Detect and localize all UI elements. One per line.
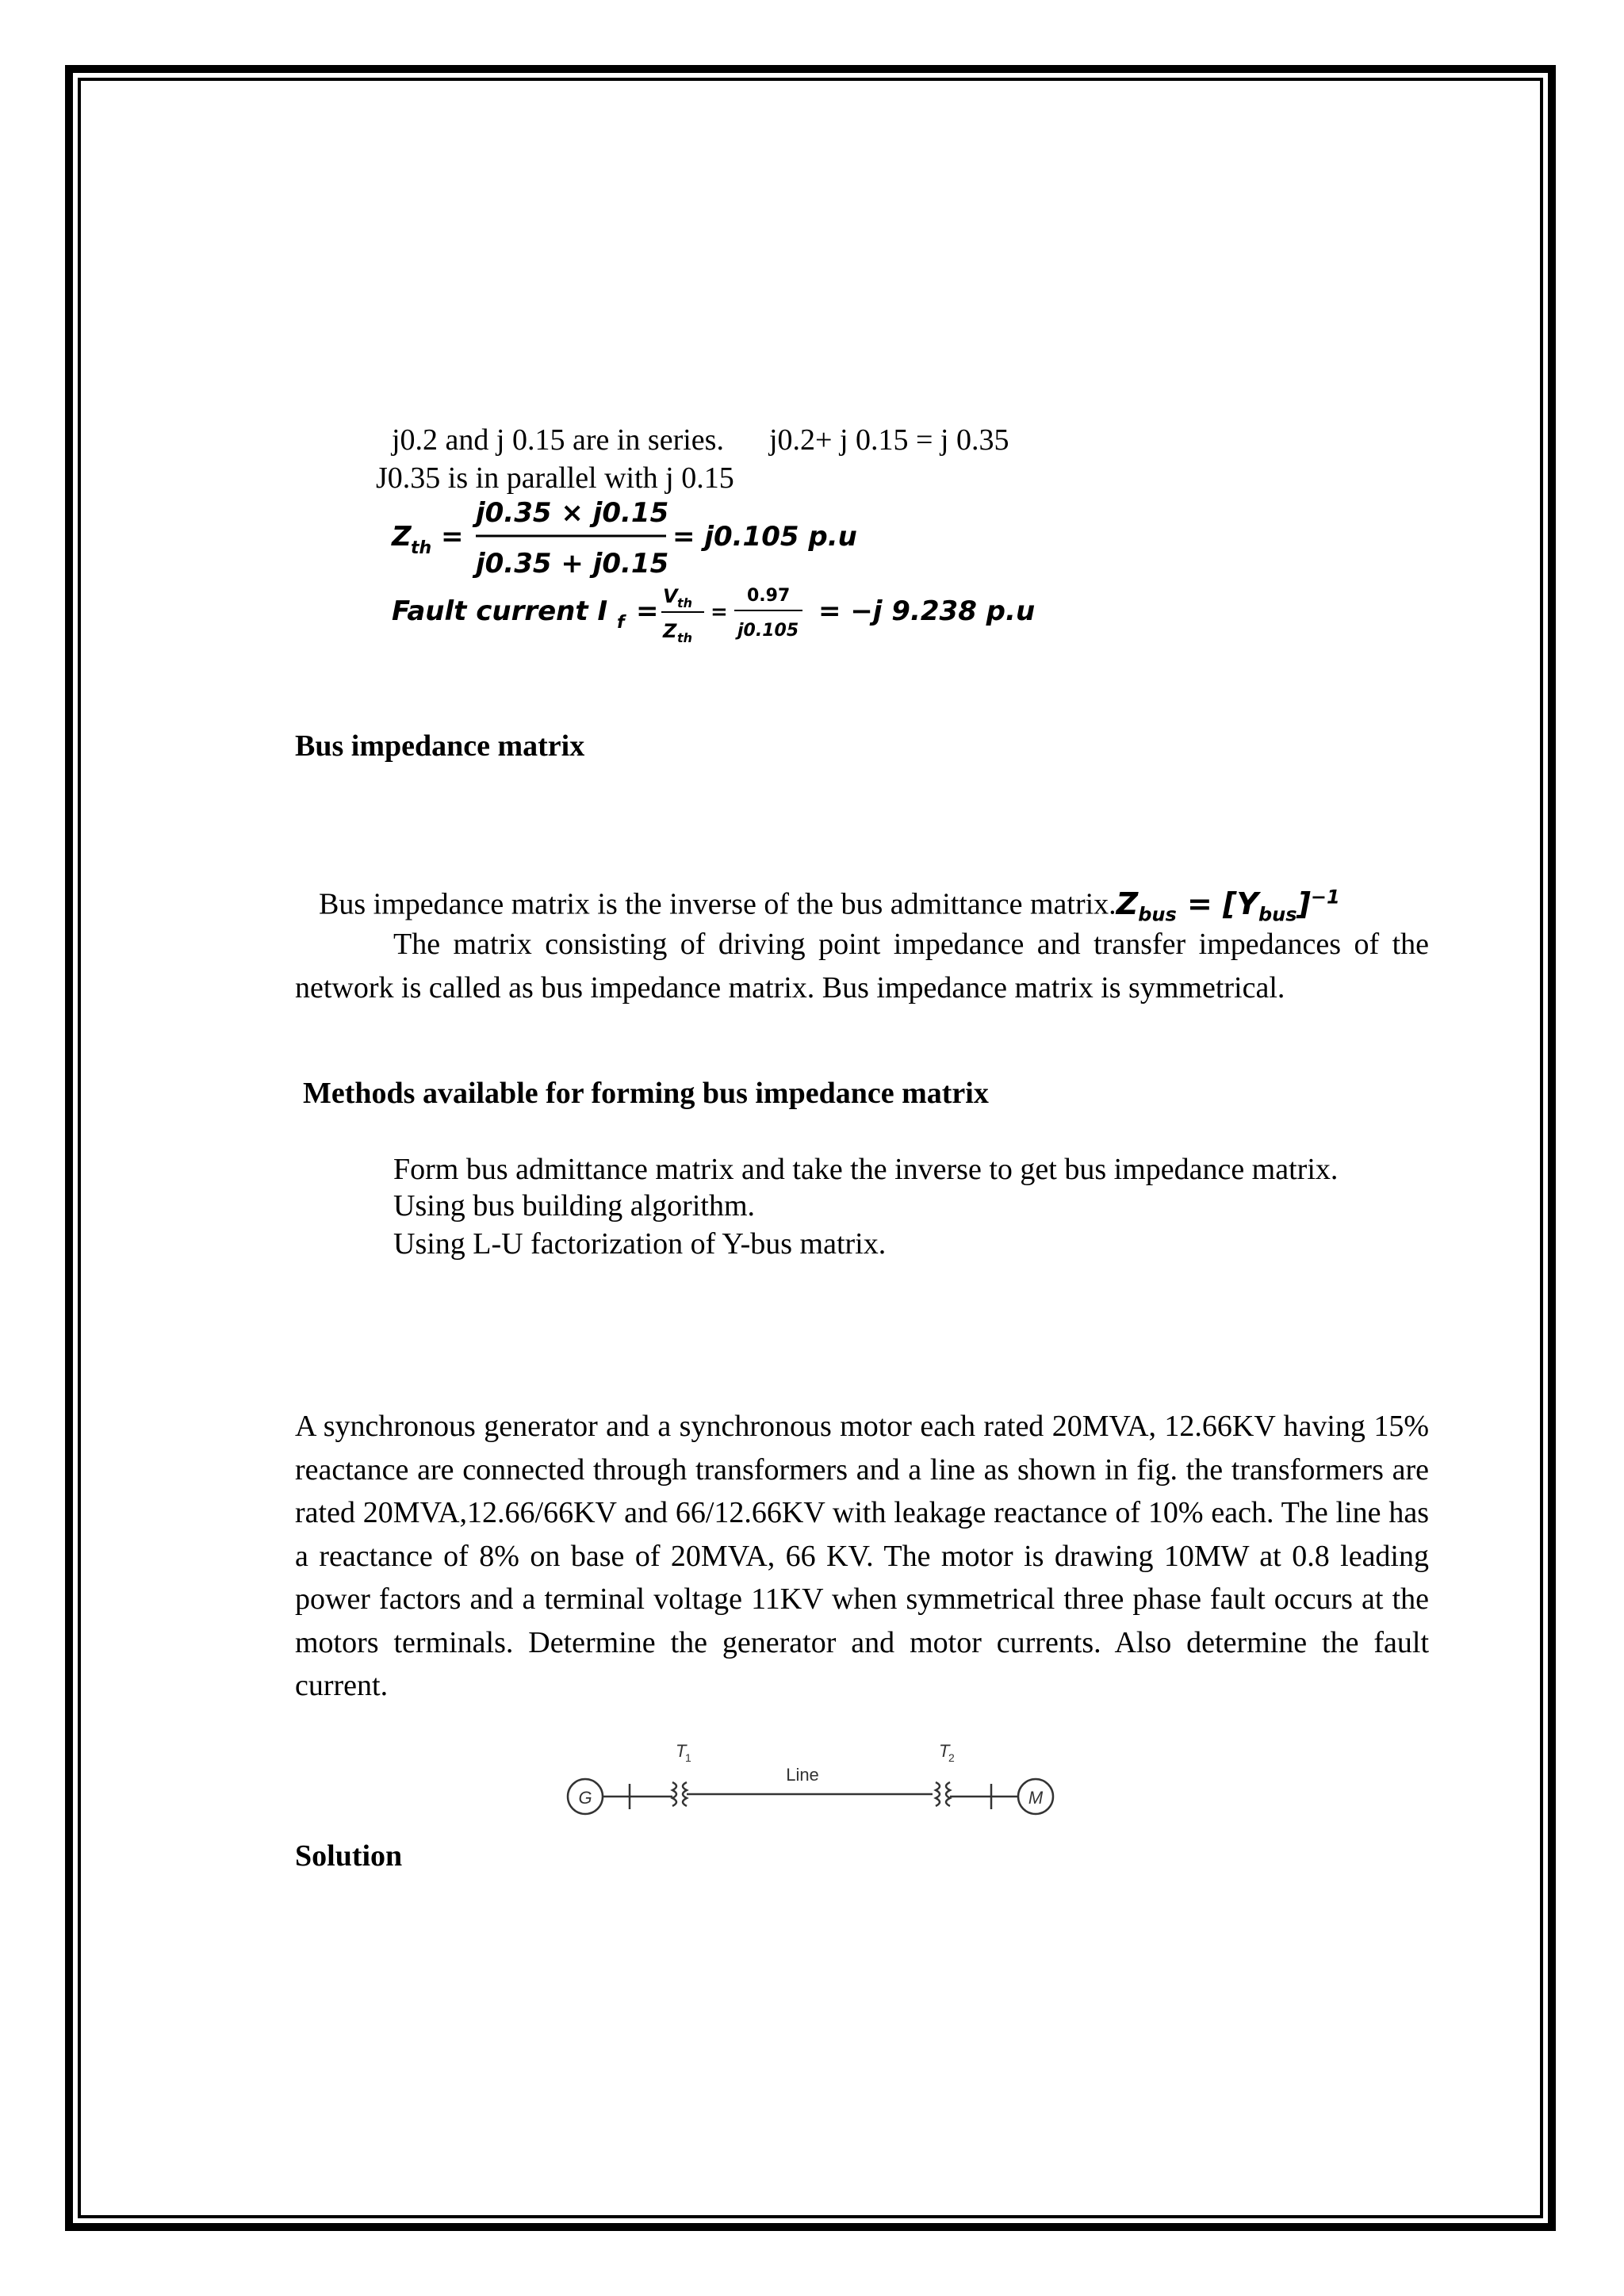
t1-secondary-coil: [683, 1782, 687, 1806]
zbus-formula: $Z_{bus} = [Y_{bus}]^{-1}$: [1116, 886, 1340, 926]
t2-subscript: 2: [948, 1751, 955, 1764]
series-sum: j0.2+ j 0.15 = j 0.35: [768, 423, 1009, 457]
series-text: j0.2 and j 0.15 are in series.: [392, 423, 724, 457]
t1-label: T: [676, 1741, 687, 1761]
problem-statement: A synchronous generator and a synchronous motor each rated 20MVA, 12.66KV having 15% reactance are connected through transformers and a line as shown in fig. the transformers are rated 20MVA,12.66/66KV and 66/12.66KV with leakage reactance of 10% each. The line has a reactance of 8% on base of 20MVA, 66 KV. The motor is drawing 10MW at 0.8 leading power factors and a terminal voltage 11KV when symmetrical three phase fault occurs at the motors terminals. Determine the generator and motor currents. Also determine the fault current.: [295, 1410, 1429, 1702]
para-inverse-text: Bus impedance matrix is the inverse of the bus admittance matrix.: [319, 887, 1116, 921]
vth-numerator: V: [663, 585, 678, 607]
vth-numerator-sub: th: [677, 595, 693, 610]
single-line-diagram: [560, 1733, 1083, 1828]
fault-label: Fault current I: [392, 595, 608, 627]
fault-equals-1: =: [636, 595, 659, 627]
line-label: Line: [786, 1765, 819, 1785]
zth-numerator: j0.35 × j0.15: [476, 497, 669, 529]
zth-denominator: j0.35 + j0.15: [476, 548, 669, 580]
t2-primary-coil: [936, 1782, 940, 1806]
method-item-2: Using bus building algorithm.: [393, 1189, 755, 1223]
heading-bus-impedance: Bus impedance matrix: [295, 729, 585, 763]
heading-solution: Solution: [295, 1839, 403, 1873]
t2-secondary-coil: [946, 1782, 950, 1806]
generator-label: G: [578, 1788, 592, 1808]
zth-subscript: th: [411, 538, 432, 558]
method-item-3: Using L-U factorization of Y-bus matrix.: [393, 1227, 887, 1261]
fault-result: = −j 9.238 p.u: [818, 595, 1036, 627]
t1-subscript: 1: [685, 1751, 691, 1764]
vth-denominator: Z: [663, 620, 677, 642]
t1-primary-coil: [672, 1782, 676, 1806]
motor-label: M: [1028, 1788, 1044, 1808]
value-denominator: j0.105: [737, 621, 799, 641]
page-border-inner: [78, 78, 1543, 2218]
fault-current-equation: [389, 579, 1102, 650]
para-definition: The matrix consisting of driving point impedance and transfer impedances of the network is called as bus impedance matrix. Bus impedance matrix is symmetrical.: [295, 928, 1429, 1004]
t2-label: T: [939, 1741, 950, 1761]
value-numerator: 0.97: [747, 586, 791, 606]
calc-line-1: [392, 422, 1009, 458]
zth-result: = j0.105 p.u: [672, 521, 857, 553]
fault-subscript: f: [617, 613, 625, 633]
zth-equals: =: [441, 521, 464, 553]
fault-equals-2: =: [710, 600, 728, 624]
heading-methods: Methods available for forming bus impedance matrix: [303, 1077, 989, 1110]
zth-symbol: Z: [392, 521, 412, 553]
method-item-1: Form bus admittance matrix and take the inverse to get bus impedance matrix.: [393, 1153, 1339, 1186]
vth-denominator-sub: th: [677, 630, 693, 645]
calc-line-2: J0.35 is in parallel with j 0.15: [376, 461, 734, 495]
zth-equation: [389, 493, 944, 580]
